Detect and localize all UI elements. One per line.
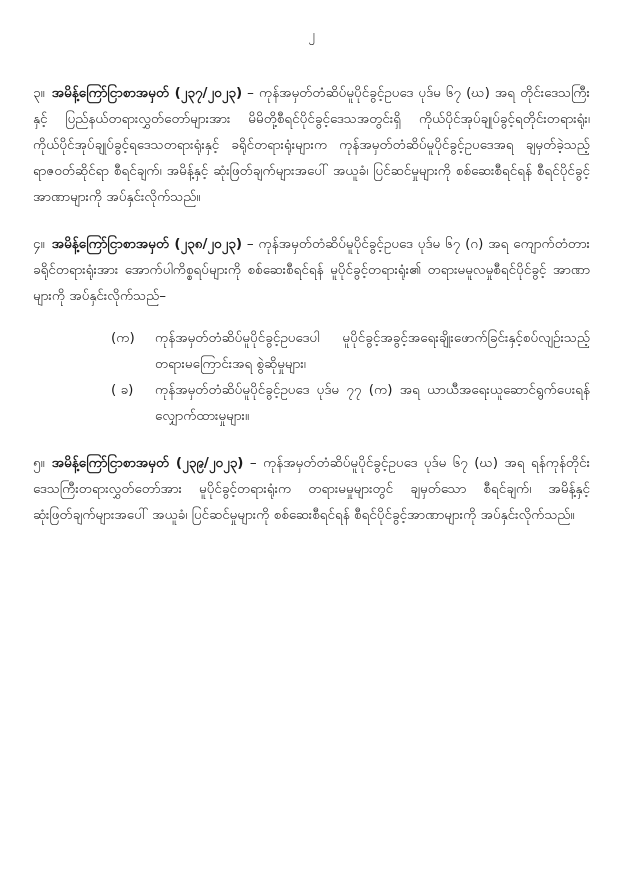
paragraph-3-body: ကုန်အမှတ်တံဆိပ်မူပိုင်ခွင့်ဥပဒေ ပုဒ်မ ၆၇ (ဃ) အရ တိုင်းဒေသကြီးနှင့် ပြည်နယ်တရားလွှတ်တော်များအား မိမိတို့စီရင်ပိုင်ခွင့်ဒေသအတွင်းရှိ ကိုယ်ပိုင်အုပ်ချုပ်ခွင့်ရတိုင်းတရားရုံး၊ ကိုယ်ပိုင်အုပ်ချုပ်ခွင့်ရဒေသတရားရုံးနှင့် ခရိုင်တရားရုံးများက ကုန်အမှတ်တံဆိပ်မူပိုင်ခွင့်ဥပဒေအရ ချမှတ်ခဲ့သည့် ရာဇဝတ်ဆိုင်ရာ စီရင်ချက်၊ အမိန့်နှင့် ဆုံးဖြတ်ချက်များအပေါ် အယူခံ၊ ပြင်ဆင်မှုများကို စစ်ဆေးစီရင်ရန် စီရင်ပိုင်ခွင့်အာဏာများကို အပ်နှင်းလိုက်သည်။ <box>33 85 590 205</box>
paragraph-4-number: ၄။ <box>33 236 45 252</box>
paragraph-4-dash: – <box>246 236 254 252</box>
list-item-kha-label: ( ခ) <box>111 382 134 398</box>
paragraph-4-body: ကုန်အမှတ်တံဆိပ်မူပိုင်ခွင့်ဥပဒေ ပုဒ်မ ၆၇ (ဂ) အရ ကျောက်တံတားခရိုင်တရားရုံးအား အောက်ပါကိစ္စရပ်များကို စစ်ဆေးစီရင်ရန် မူပိုင်ခွင့်တရားရုံး၏ တရားမမူလမှုစီရင်ပိုင်ခွင့် အာဏာများကို အပ်နှင်းလိုက်သည်– <box>33 236 590 304</box>
list-item-ka <box>111 325 590 377</box>
paragraph-3-dash: – <box>247 85 254 101</box>
list-item-ka-label: (က) <box>111 330 135 346</box>
list-item-ka-text: ကုန်အမှတ်တံဆိပ်မူပိုင်ခွင့်ဥပဒေပါ မူပိုင်ခွင့်အခွင့်အရေးချိုးဖောက်ခြင်းနှင့်စပ်လျဉ်းသည့် တရားမကြောင်းအရ စွဲဆိုမှုများ၊ <box>155 330 590 372</box>
document-content <box>33 80 590 528</box>
paragraph-3 <box>33 80 590 210</box>
list-item-kha-text: ကုန်အမှတ်တံဆိပ်မူပိုင်ခွင့်ဥပဒေ ပုဒ်မ ၇၇ (က) အရ ယာယီအရေးယူဆောင်ရွက်ပေးရန် လျှောက်ထားမှုများ။ <box>155 382 590 424</box>
paragraph-5-dash: – <box>249 455 257 471</box>
paragraph-3-notification-heading: အမိန့်ကြော်ငြာစာအမှတ် (၂၃၇/၂၀၂၃) <box>51 85 243 101</box>
paragraph-5-notification-heading: အမိန့်ကြော်ငြာစာအမှတ် (၂၃၉/၂၀၂၃) <box>51 455 244 471</box>
page-number: ၂ <box>308 28 315 43</box>
paragraph-5-number: ၅။ <box>33 455 45 471</box>
paragraph-4 <box>33 231 590 309</box>
paragraph-5 <box>33 450 590 528</box>
paragraph-5-body: ကုန်အမှတ်တံဆိပ်မူပိုင်ခွင့်ဥပဒေ ပုဒ်မ ၆၇ (ဃ) အရ ရန်ကုန်တိုင်းဒေသကြီးတရားလွှတ်တော်အား မူပိုင်ခွင့်တရားရုံးက တရားမမှုများတွင် ချမှတ်သော စီရင်ချက်၊ အမိန့်နှင့် ဆုံးဖြတ်ချက်များအပေါ် အယူခံ၊ ပြင်ဆင်မှုများကို စစ်ဆေးစီရင်ရန် စီရင်ပိုင်ခွင့်အာဏာများကို အပ်နှင်းလိုက်သည်။ <box>33 455 590 523</box>
paragraph-4-notification-heading: အမိန့်ကြော်ငြာစာအမှတ် (၂၃၈/၂၀၂၃) <box>51 236 243 252</box>
paragraph-3-number: ၃။ <box>33 85 45 101</box>
list-item-kha <box>111 377 590 429</box>
paragraph-4-sub-item-list <box>33 325 590 429</box>
